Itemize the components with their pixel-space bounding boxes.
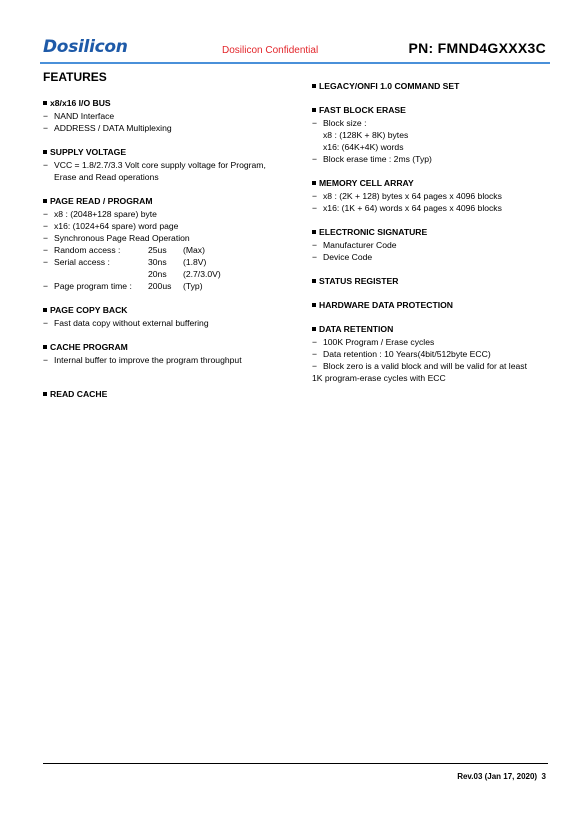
section-supply-voltage — [43, 146, 283, 183]
section-electronic-signature — [312, 226, 552, 263]
bullet-icon — [43, 101, 47, 105]
section-title — [312, 226, 552, 238]
page-number: 3 — [541, 772, 546, 781]
spec-row-random-access: − Random access : 25us (Max) — [43, 245, 205, 255]
section-data-retention — [312, 323, 548, 384]
spec-value: 25us — [148, 245, 167, 255]
list-item: − x16: (1K + 64) words x 64 pages x 4096 blocks — [312, 203, 502, 213]
section-cache-program — [43, 341, 283, 366]
list-item: − Block erase time : 2ms (Typ) — [312, 154, 432, 164]
bullet-icon — [312, 181, 316, 185]
bullet-icon — [312, 84, 316, 88]
section-title-text: PAGE COPY BACK — [50, 305, 128, 315]
list-item-text: x16: (1024+64 spare) word page — [54, 221, 179, 231]
left-column — [43, 97, 283, 412]
spec-row-page-program: − Page program time : 200us (Typ) — [43, 281, 203, 291]
list-item-text: Internal buffer to improve the program throughput — [54, 355, 242, 365]
section-title-text: SUPPLY VOLTAGE — [50, 147, 127, 157]
list-item-text: x8 : (2048+128 spare) byte — [54, 209, 157, 219]
section-title — [43, 341, 283, 353]
spec-note: (Max) — [183, 245, 205, 255]
section-title — [312, 80, 552, 92]
section-title — [43, 304, 283, 316]
list-item-text: NAND Interface — [54, 111, 115, 121]
section-title-text: DATA RETENTION — [319, 324, 394, 334]
list-item-text: Manufacturer Code — [323, 240, 397, 250]
bullet-icon — [43, 308, 47, 312]
spec-note: (Typ) — [183, 281, 203, 291]
section-title-text: FAST BLOCK ERASE — [319, 105, 406, 115]
list-item: − Fast data copy without external buffering — [43, 318, 209, 328]
spec-row-serial-access: − Serial access : 30ns (1.8V) — [43, 257, 207, 267]
list-item: − Internal buffer to improve the program throughput — [43, 355, 242, 365]
section-title — [312, 275, 552, 287]
list-item-text: ADDRESS / DATA Multiplexing — [54, 123, 172, 133]
spec-label: Random access : — [54, 245, 121, 255]
list-item: − Synchronous Page Read Operation — [43, 233, 190, 243]
section-io-bus — [43, 97, 283, 134]
list-item-text: Fast data copy without external buffering — [54, 318, 209, 328]
spec-label: Serial access : — [54, 257, 110, 267]
bullet-icon — [312, 108, 316, 112]
section-fast-block-erase — [312, 104, 552, 165]
bullet-icon — [312, 303, 316, 307]
section-title — [312, 299, 552, 311]
list-item: − x16: (1024+64 spare) word page — [43, 221, 179, 231]
list-item-text: x16: (1K + 64) words x 64 pages x 4096 blocks — [323, 203, 502, 213]
spec-label: Page program time : — [54, 281, 132, 291]
section-memory-cell-array — [312, 177, 552, 214]
list-item: − NAND Interface — [43, 111, 115, 121]
section-title — [43, 97, 283, 109]
list-item: − VCC = 1.8/2.7/3.3 Volt core supply voltage for Program, — [43, 160, 266, 170]
section-hardware-protection — [312, 299, 552, 311]
list-item-text: Device Code — [323, 252, 373, 262]
section-title-text: HARDWARE DATA PROTECTION — [319, 300, 453, 310]
section-title — [43, 388, 283, 400]
list-item-text: x8 : (2K + 128) bytes x 64 pages x 4096 blocks — [323, 191, 502, 201]
revision-label: Rev.03 (Jan 17, 2020) — [457, 772, 538, 781]
bullet-icon — [43, 345, 47, 349]
section-title-text: LEGACY/ONFI 1.0 COMMAND SET — [319, 81, 460, 91]
list-item-text: Data retention : 10 Years(4bit/512byte ECC) — [323, 349, 491, 359]
list-item-text: VCC = 1.8/2.7/3.3 Volt core supply voltage for Program, — [54, 160, 266, 170]
list-item: − ADDRESS / DATA Multiplexing — [43, 123, 172, 133]
list-item: − x8 : (2K + 128) bytes x 64 pages x 4096 blocks — [312, 191, 502, 201]
section-page-read-program — [43, 195, 283, 292]
bullet-icon — [43, 150, 47, 154]
list-item: − x8 : (2048+128 spare) byte — [43, 209, 157, 219]
spec-note: (1.8V) — [183, 257, 207, 267]
section-title — [43, 195, 283, 207]
footer-rule — [43, 763, 548, 764]
section-title-text: READ CACHE — [50, 389, 108, 399]
section-title-text: PAGE READ / PROGRAM — [50, 196, 153, 206]
sub-item: x16: (64K+4K) words — [323, 142, 404, 152]
section-title — [312, 323, 548, 335]
section-title-text: MEMORY CELL ARRAY — [319, 178, 414, 188]
bullet-icon — [43, 199, 47, 203]
spec-value: 30ns — [148, 257, 167, 267]
list-item: − Device Code — [312, 252, 373, 262]
spec-value: 20ns — [148, 269, 167, 279]
header-rule — [40, 62, 550, 64]
confidential-label: Dosilicon Confidential — [222, 45, 319, 56]
company-logo: Dosilicon — [43, 37, 128, 57]
spec-row-serial-access-alt — [43, 268, 283, 280]
spec-note: (2.7/3.0V) — [183, 269, 221, 279]
bullet-icon — [312, 279, 316, 283]
spec-value: 200us — [148, 281, 172, 291]
list-item: − Data retention : 10 Years(4bit/512byte ECC) — [312, 349, 491, 359]
section-title — [43, 146, 283, 158]
list-item-text: Block zero is a valid block and will be valid for at least — [323, 361, 527, 371]
list-item-text: 100K Program / Erase cycles — [323, 337, 435, 347]
section-title-text: STATUS REGISTER — [319, 276, 399, 286]
list-item: − Block size : — [312, 118, 367, 128]
section-page-copy-back — [43, 304, 283, 329]
right-column — [312, 80, 552, 396]
section-title-text: CACHE PROGRAM — [50, 342, 128, 352]
list-item: − Manufacturer Code — [312, 240, 397, 250]
bullet-icon — [312, 327, 316, 331]
list-item-continuation: 1K program-erase cycles with ECC — [312, 373, 446, 383]
section-status-register — [312, 275, 552, 287]
list-item: − 100K Program / Erase cycles — [312, 337, 435, 347]
bullet-icon — [43, 392, 47, 396]
list-item-continuation: Erase and Read operations — [54, 172, 159, 182]
list-item-text: Block size : — [323, 118, 367, 128]
section-title-text: x8/x16 I/O BUS — [50, 98, 111, 108]
list-item: − Block zero is a valid block and will be valid for at least — [312, 361, 527, 371]
list-item-text: Block erase time : 2ms (Typ) — [323, 154, 432, 164]
sub-item: x8 : (128K + 8K) bytes — [323, 130, 409, 140]
section-title — [312, 104, 552, 116]
page-title: FEATURES — [43, 70, 107, 84]
section-read-cache — [43, 388, 283, 400]
section-title — [312, 177, 552, 189]
list-item-text: Synchronous Page Read Operation — [54, 233, 190, 243]
footer — [457, 772, 546, 781]
bullet-icon — [312, 230, 316, 234]
part-number: PN: FMND4GXXX3C — [408, 40, 546, 56]
section-legacy-command-set — [312, 80, 552, 92]
section-title-text: ELECTRONIC SIGNATURE — [319, 227, 428, 237]
